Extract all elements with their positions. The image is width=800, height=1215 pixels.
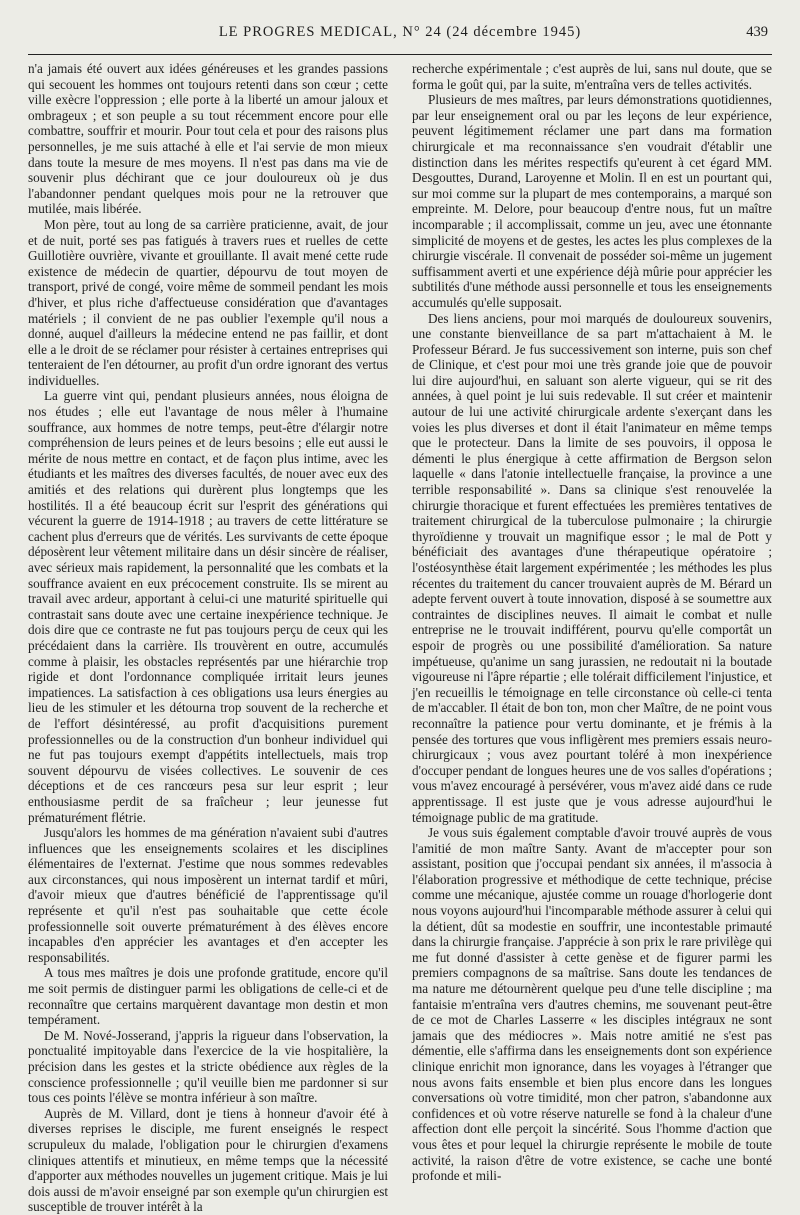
paragraph: La guerre vint qui, pendant plusieurs années, nous éloigna de nos études ; elle eut l'avantage de nous mêler à l'humaine souffrance, aux hommes de notre temps, peut-être d'élargir notre compréhension de leurs peines et de leurs besoins ; elle eut aussi le mérite de nous mettre en contact, et de façon plus intime, avec les étudiants et les maîtres des diverses facultés, de nouer avec eux des amitiés et des relations qui durèrent plus longtemps que les hostilités. Il a été beaucoup écrit sur l'esprit des générations qui vécurent la guerre de 1914-1918 ; au travers de cette littérature se cachent plus d'erreurs que de vérités. Les survivants de cette époque déposèrent leur vêtement militaire dans un désir sincère de réaliser, avec sérieux mais rapidement, la personnalité que les combats et la souffrance avaient en eux précocement construite. Ils se mirent au travail avec ardeur, apportant à celui-ci une maturité spirituelle qui contrastait sans doute avec une certaine inexpérience technique. Je dois dire que ce contraste ne fut pas toujours perçu de ceux qui les précédaient dans la carrière. Ils trouvèrent en outre, accumulés comme à plaisir, les obstacles représentés par une hiérarchie trop rigide et dont l'ordonnance compliquée irritait leurs jeunes impatiences. La satisfaction à ces obligations usa leurs énergies au lieu de les stimuler et les détourna trop souvent de la recherche et de l'effort désintéressé, au profit d'acquisitions purement professionnelles ou de la construction d'un bonheur individuel qui ne fut pas toujours exempt d'appétits intellectuels, mais trop souvent dépourvu de visées collectives. Le souvenir de ces déceptions et de ces rancœurs pesa sur leur esprit ; leur enthousiasme perdit de sa fraîcheur ; leur jeunesse fut prématurément flétrie.: [28, 388, 388, 825]
running-header: [28, 24, 772, 46]
paragraph: n'a jamais été ouvert aux idées généreuses et les grandes passions qui secouent les hommes ont toujours retenti dans son cœur ; cette ville exècre l'oppression ; elle porte à la liberté un amour jaloux et ombrageux ; et son peuple a su tout récemment encore pour elle combattre, souffrir et mourir. Pour tout cela et pour des raisons plus personnelles, je me suis attaché à elle et l'ai servie de mon mieux dans toute la mesure de mes moyens. Il n'est pas dans ma vie de souvenir plus déchirant que ce jour douloureux où je dus l'abandonner pendant quelques mois pour ne la retrouver que mutilée, mais libérée.: [28, 61, 388, 217]
paragraph: Des liens anciens, pour moi marqués de douloureux souvenirs, une constante bienveillance de sa part m'attachaient à M. le Professeur Bérard. Je fus successivement son interne, puis son chef de Clinique, et c'est pour moi une très grande joie que de pouvoir lui dire aujourd'hui, en saluant son alerte vigueur, qui se rit des années, à quel point je lui suis redevable. Il sut créer et maintenir autour de lui une activité chirurgicale ardente s'exerçant dans les voies les plus diverses et dont il était l'animateur en même temps que le protecteur. Dans la limite de ses pouvoirs, il opposa le démenti le plus énergique à cette affirmation de Bergson selon laquelle « dans l'atonie intellectuelle française, la province a une terrible responsabilité ». Dans sa clinique s'est renouvelée la chirurgie thoracique et furent effectuées les premières tentatives de traitement chirurgical de la tuberculose pulmonaire ; la chirurgie thyroïdienne y trouvait un magnifique essor ; le mal de Pott y bénéficiait des avantages d'une thérapeutique opératoire ; l'ostéosynthèse était largement expérimentée ; les méthodes les plus récentes du traitement du cancer trouvaient auprès de M. Bérard un adepte fervent ouvert à toute innovation, disposé à se soumettre aux contraintes de disciplines neuves. Il aimait le combat et nulle entreprise ne le trouvait indifférent, pourvu qu'elle comportât un espoir de progrès ou une possibilité d'amélioration. Sa nature impétueuse, qu'anime un sang jurassien, ne redoutait ni la boutade vigoureuse ni l'âpre répartie ; elle tolérait difficilement l'injustice, et j'en recueillis le témoignage en telle circonstance où celle-ci tenta de m'accabler. Il était de bon ton, mon cher Maître, de ne point vous reconnaître la patience pour vertu dominante, et je frémis à la pensée des tortures que vous infligèrent mes premiers essais neuro-chirurgicaux ; vous avez pourtant toléré à mon inexpérience d'occuper pendant de longues heures une de vos salles d'opérations ; vous m'avez encouragé à persévérer, vous m'avez aidé dans ce rude apprentissage. Il est juste que je vous adresse aujourd'hui le témoignage public de ma gratitude.: [412, 310, 772, 825]
page-number: 439: [746, 24, 768, 40]
header-rule: [28, 54, 772, 55]
left-column: [28, 61, 388, 1215]
right-column: [412, 61, 772, 1184]
paragraph: Je vous suis également comptable d'avoir trouvé auprès de vous l'amitié de mon maître Santy. Avant de m'accepter pour son assistant, position que j'occupai pendant six années, il m'associa à l'élaboration progressive et méthodique de cette technique, précise comme une mécanique, ajustée comme un rouage d'horlogerie dont nous voyons aujourd'hui l'incomparable méthode assurer à celui qui la détient, dût sa modestie en souffrir, une incontestable primauté dans la chirurgie française. J'apprécie à son prix le rare privilège qui me fut donné d'assister à cette genèse et de figurer parmi les premiers compagnons de sa maîtrise. Sans doute les tendances de ma nature me détournèrent quelque peu d'une telle discipline ; ma fantaisie m'entraîna vers d'autres chemins, me souvenant peut-être de ce mot de Charles Lasserre « les disciples intégraux ne sont jamais que des médiocres ». Mais notre amitié ne s'est pas démentie, elle s'affirma dans les enseignements dont son expérience clinique enrichit mon ignorance, dans les voyages à l'étranger que nous avons faits ensemble et bien plus encore dans les longues conversations où votre timidité, mon cher patron, s'abandonne aux confidences et où votre réserve naturelle se fond à la chaleur d'une affection dont elle perçoit la sincérité. Sous l'homme d'action que vous êtes et pour lequel la chirurgie représente le mobile de toute activité, la raison d'être de votre existence, se cache une bonté profonde et mili-: [412, 825, 772, 1184]
paragraph: Mon père, tout au long de sa carrière praticienne, avait, de jour et de nuit, porté ses pas fatigués à travers rues et ruelles de cette Guillotière ouvrière, vivante et grouillante. Il avait mené cette rude existence de médecin de quartier, dépourvu de tout moyen de transport, privé de congé, voire même de sommeil pendant les mois d'hiver, et plus riche d'affectueuse considération que d'avantages matériels ; il convient de ne pas oublier l'exemple qu'il nous a donné, auquel d'ailleurs la médecine entend ne pas faillir, et dont elle a le droit de se réclamer pour résister à certaines entreprises qui tenteraient de l'en détourner, au profit d'un ordre ignorant des vertus individuelles.: [28, 216, 388, 388]
paragraph: Jusqu'alors les hommes de ma génération n'avaient subi d'autres influences que les enseignements scolaires et les disciplines élémentaires de l'externat. J'estime que nous sommes redevables aux circonstances, qui nous imposèrent un internat tardif et mûri, d'avoir mieux que d'autres bénéficié de l'apprentissage qu'il représente et qu'il n'est pas souhaitable que cette école professionnelle soit ouverte prématurément à des élèves encore incapables d'en apprécier les avantages et d'en accepter les responsabilités.: [28, 825, 388, 965]
paragraph: Auprès de M. Villard, dont je tiens à honneur d'avoir été à diverses reprises le disciple, me furent enseignés le respect scrupuleux du malade, l'obligation pour le chirurgien d'examens cliniques attentifs et minutieux, en même temps que la nécessité d'apporter aux méthodes nouvelles un jugement critique. Mais je lui dois aussi de m'avoir enseigné par son exemple qu'un chirurgien est susceptible de trouver intérêt à la: [28, 1105, 388, 1215]
paragraph: A tous mes maîtres je dois une profonde gratitude, encore qu'il me soit permis de distinguer parmi les obligations de celle-ci et de reconnaître que certains marquèrent davantage mon destin et mon tempérament.: [28, 965, 388, 1028]
paragraph: Plusieurs de mes maîtres, par leurs démonstrations quotidiennes, par leur enseignement oral ou par les leçons de leur expérience, peuvent légitimement réclamer une part dans ma formation chirurgicale et ma reconnaissance s'en voudrait d'établir une distinction dans les mérites respectifs qu'eurent à cet égard MM. Desgouttes, Durand, Laroyenne et Molin. Il en est un pourtant qui, sur moi comme sur la plupart de mes contemporains, a marqué son empreinte. M. Delore, pour beaucoup d'entre nous, fut un maître incomparable ; il accomplissait, comme un jeu, avec une étonnante simplicité de moyens et de gestes, les actes les plus complexes de la chirurgie viscérale. Il convenait de posséder soi-même un jugement suffisamment averti et une expérience déjà mûrie pour apprécier les subtilités d'une méthode aussi personnelle et tous les enseignements accumulés qu'elle supposait.: [412, 92, 772, 310]
paragraph: recherche expérimentale ; c'est auprès de lui, sans nul doute, que se forma le goût qui, par la suite, m'entraîna vers de telles activités.: [412, 61, 772, 92]
text-columns: [28, 61, 772, 1215]
journal-title: LE PROGRES MEDICAL, N° 24 (24 décembre 1945): [218, 24, 582, 40]
paragraph: De M. Nové-Josserand, j'appris la rigueur dans l'observation, la ponctualité impitoyable dans l'exercice de la vie hospitalière, la précision dans les gestes et la stricte obédience aux règles de la conscience professionnelle ; qu'il veuille bien me pardonner si sur tous ces points l'élève se montra inférieur à son maître.: [28, 1027, 388, 1106]
